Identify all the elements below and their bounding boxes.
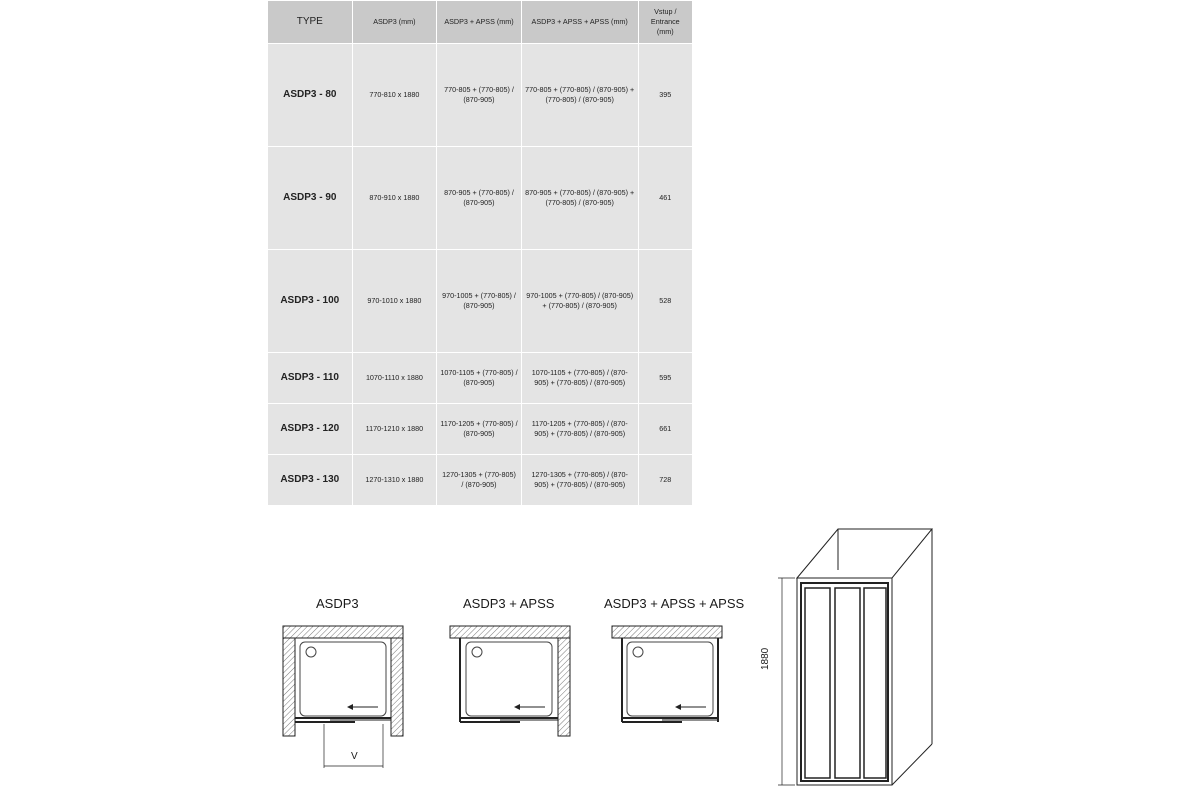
type-cell: ASDP3 - 90 xyxy=(268,147,353,250)
header-asdp3-apss: ASDP3 + APSS (mm) xyxy=(437,1,522,44)
apss2-cell: 1270-1305 + (770-805) / (870-905) + (770-805) / (870-905) xyxy=(521,455,638,506)
entrance-cell: 528 xyxy=(638,250,692,353)
label-asdp3-apss-apss: ASDP3 + APSS + APSS xyxy=(604,596,745,611)
asdp3-cell: 770-810 x 1880 xyxy=(352,44,437,147)
apss-cell: 870-905 + (770-805) / (870-905) xyxy=(437,147,522,250)
label-asdp3-apss: ASDP3 + APSS xyxy=(463,596,555,611)
apss-cell: 1170-1205 + (770-805) / (870-905) xyxy=(437,404,522,455)
type-cell: ASDP3 - 100 xyxy=(268,250,353,353)
plan-asdp3-apss-apss xyxy=(612,626,722,722)
type-cell: ASDP3 - 130 xyxy=(268,455,353,506)
entrance-cell: 595 xyxy=(638,353,692,404)
height-dimension-label: 1880 xyxy=(760,647,771,670)
type-cell: ASDP3 - 120 xyxy=(268,404,353,455)
apss-cell: 770-805 + (770-805) / (870-905) xyxy=(437,44,522,147)
apss2-cell: 870-905 + (770-805) / (870-905) + (770-805) / (870-905) xyxy=(521,147,638,250)
plan-asdp3 xyxy=(283,626,403,768)
header-asdp3-apss-apss: ASDP3 + APSS + APSS (mm) xyxy=(521,1,638,44)
door-3d-view xyxy=(778,529,932,785)
type-cell: ASDP3 - 80 xyxy=(268,44,353,147)
apss-cell: 1070-1105 + (770-805) / (870-905) xyxy=(437,353,522,404)
header-entrance: Vstup / Entrance (mm) xyxy=(638,1,692,44)
asdp3-cell: 870-910 x 1880 xyxy=(352,147,437,250)
entrance-dimension-label: V xyxy=(351,751,358,762)
asdp3-cell: 1070-1110 x 1880 xyxy=(352,353,437,404)
apss2-cell: 970-1005 + (770-805) / (870-905) + (770-805) / (870-905) xyxy=(521,250,638,353)
asdp3-cell: 1270-1310 x 1880 xyxy=(352,455,437,506)
asdp3-cell: 970-1010 x 1880 xyxy=(352,250,437,353)
apss-cell: 970-1005 + (770-805) / (870-905) xyxy=(437,250,522,353)
apss2-cell: 1170-1205 + (770-805) / (870-905) + (770-805) / (870-905) xyxy=(521,404,638,455)
entrance-cell: 461 xyxy=(638,147,692,250)
asdp3-cell: 1170-1210 x 1880 xyxy=(352,404,437,455)
apss2-cell: 1070-1105 + (770-805) / (870-905) + (770-805) / (870-905) xyxy=(521,353,638,404)
plan-asdp3-apss xyxy=(450,626,570,736)
type-cell: ASDP3 - 110 xyxy=(268,353,353,404)
entrance-cell: 661 xyxy=(638,404,692,455)
apss2-cell: 770-805 + (770-805) / (870-905) + (770-805) / (870-905) xyxy=(521,44,638,147)
entrance-cell: 728 xyxy=(638,455,692,506)
entrance-cell: 395 xyxy=(638,44,692,147)
label-asdp3: ASDP3 xyxy=(316,596,359,611)
header-type: TYPE xyxy=(268,1,353,44)
header-asdp3: ASDP3 (mm) xyxy=(352,1,437,44)
apss-cell: 1270-1305 + (770-805) / (870-905) xyxy=(437,455,522,506)
